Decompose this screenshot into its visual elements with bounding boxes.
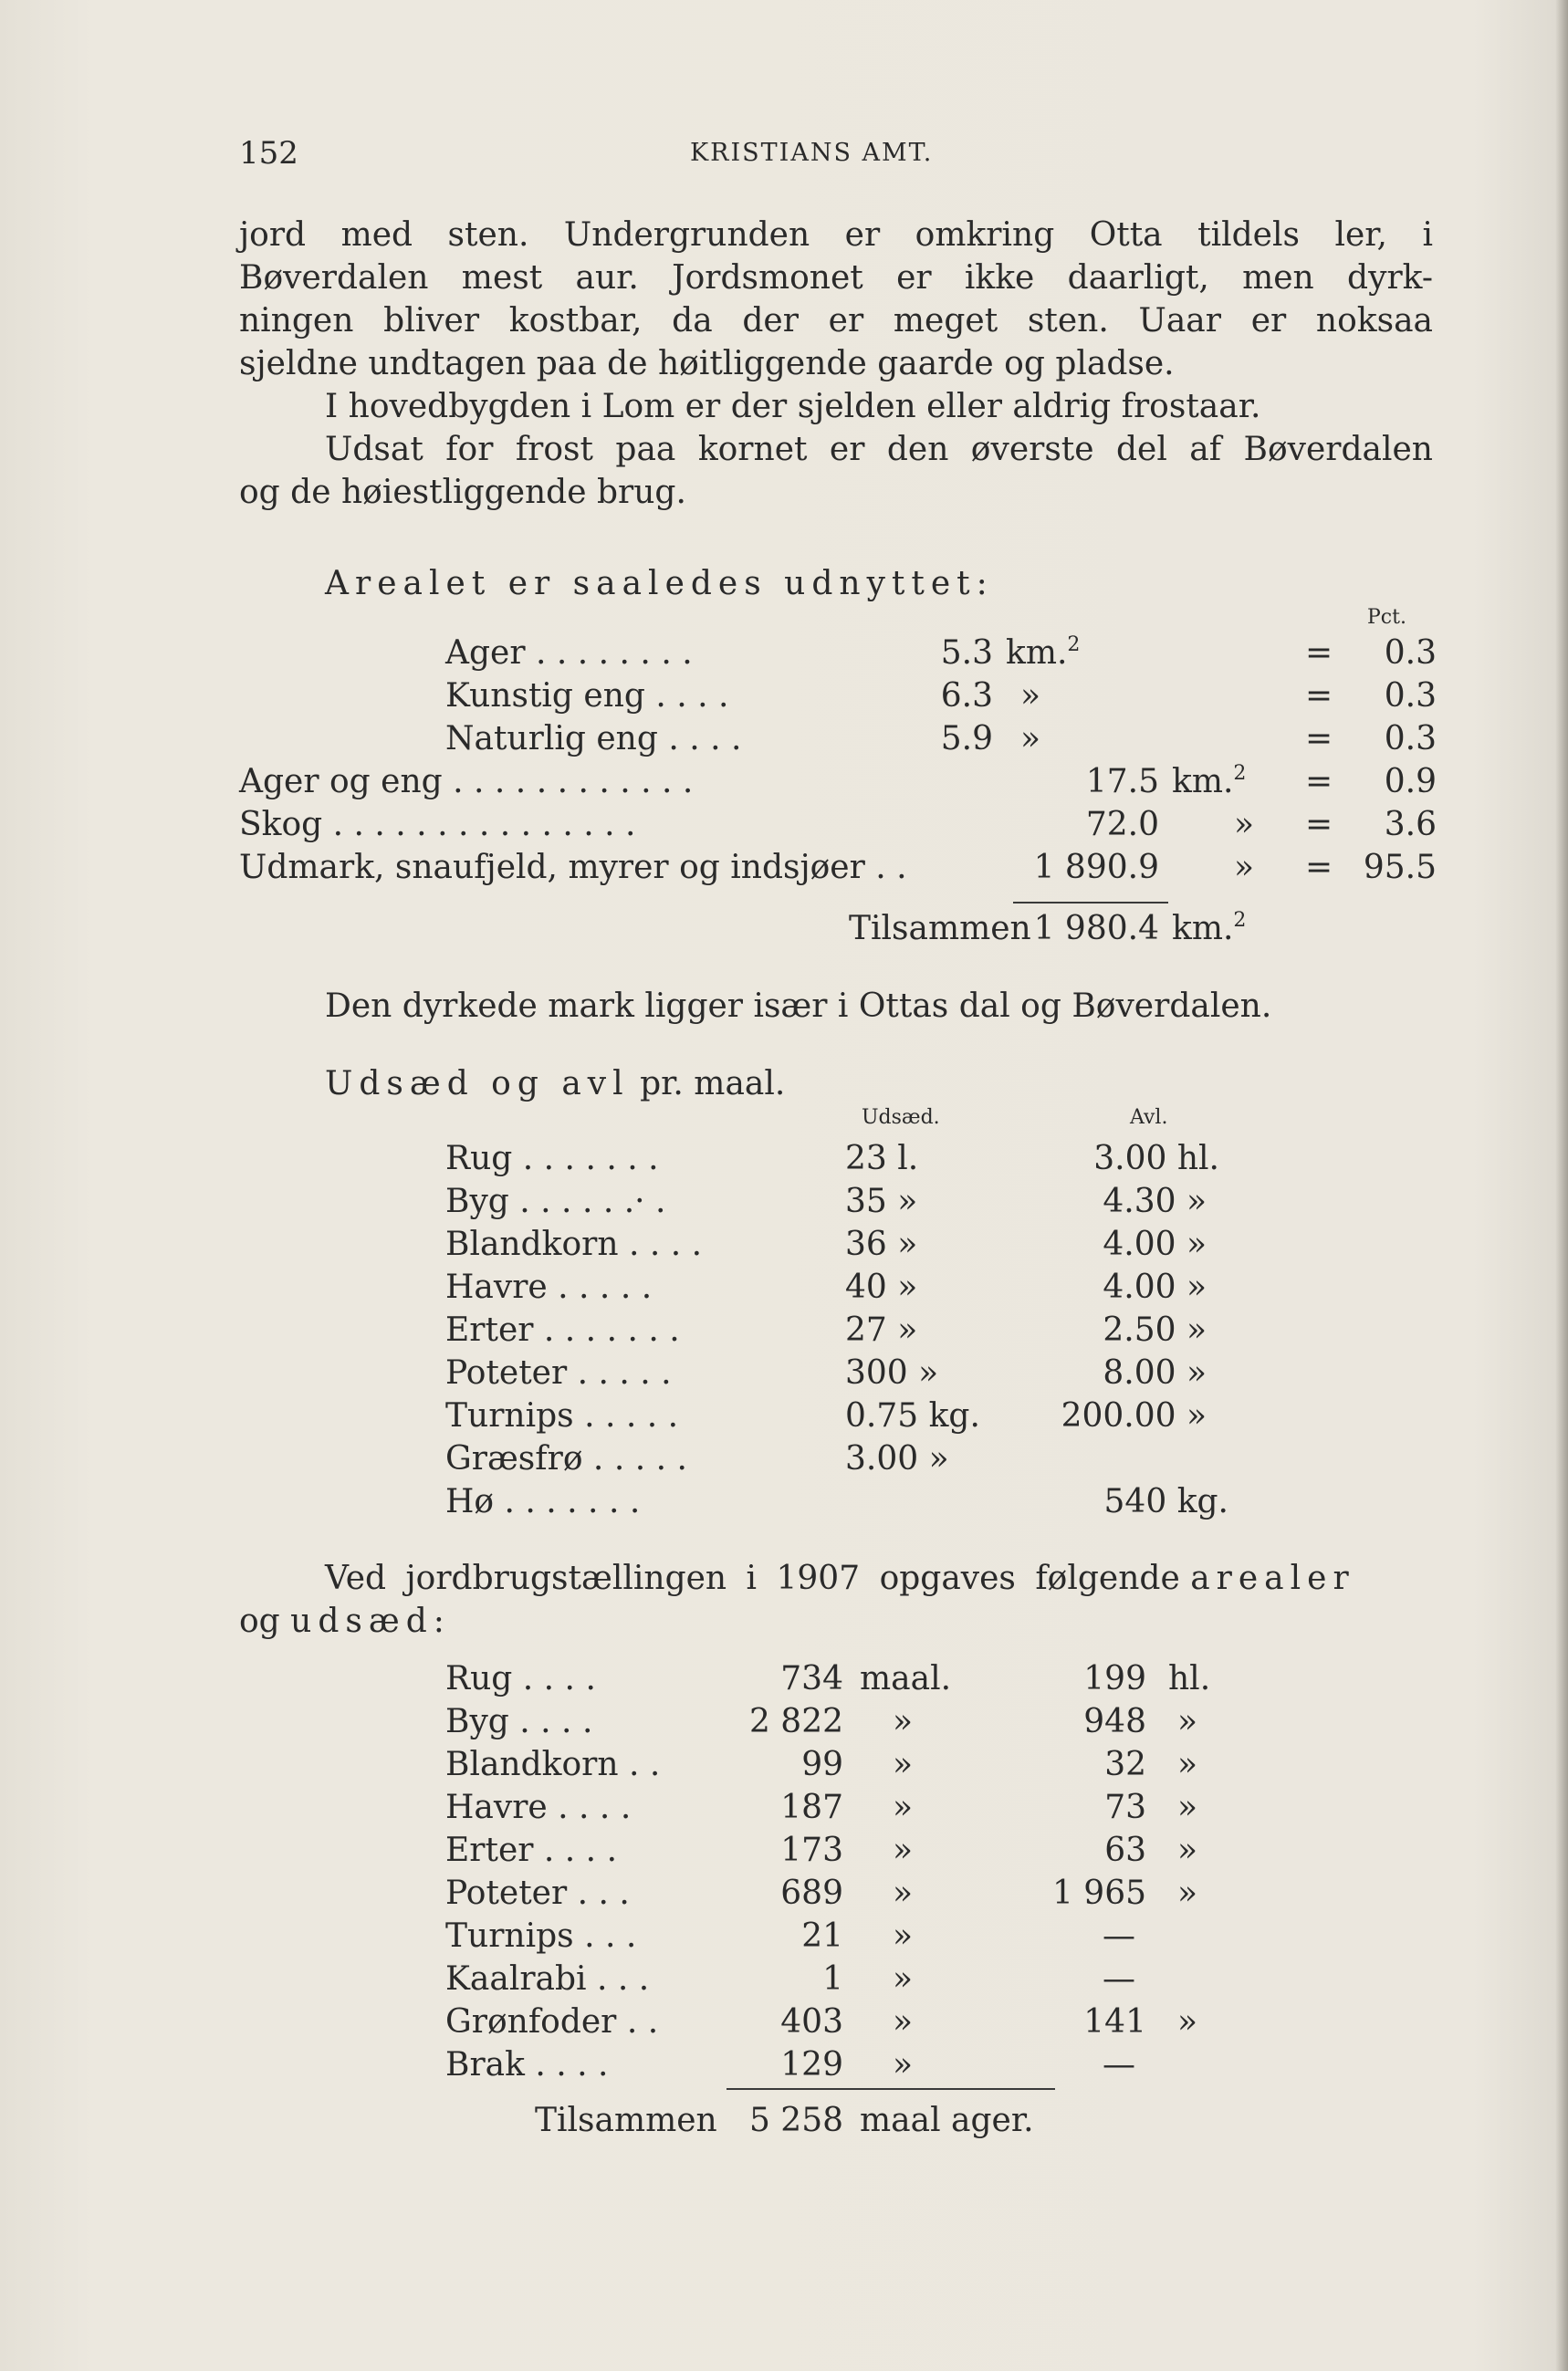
area-total-unit: km.$^2$ — [1172, 909, 1247, 947]
intro-line: sjeldne undtagen paa de høitliggende gaarde og pladse. — [239, 345, 1175, 382]
area-total-value: 1 980.4 — [1033, 910, 1159, 947]
census-yield-unit: hl. — [1168, 1660, 1211, 1697]
census-area: 129 — [780, 2046, 843, 2084]
area-label: Ager og eng . . . . . . . . . . . . — [239, 763, 694, 800]
census-area-unit: » — [893, 1960, 914, 1998]
crop-label: Kaalrabi . . . — [445, 1960, 650, 1998]
crop-label: Erter . . . . . . . — [445, 1311, 680, 1349]
equals-sign: = — [1305, 720, 1333, 757]
intro-line: I hovedbygden i Lom er der sjelden eller aldrig frostaar. — [325, 388, 1261, 425]
area-label: Skog . . . . . . . . . . . . . . . — [239, 806, 636, 843]
avl-value: 2.50 » — [1103, 1311, 1207, 1349]
crop-label: Byg . . . . . .· . — [445, 1183, 666, 1220]
census-yield: 948 — [1083, 1703, 1146, 1740]
equals-sign: = — [1305, 677, 1333, 715]
census-total-unit: maal ager. — [860, 2102, 1034, 2139]
intro-line: Udsat for frost paa kornet er den øverste del af Bøverdalen — [325, 431, 1433, 468]
area-total-label: Tilsammen — [849, 910, 1031, 947]
avl-value: 3.00 hl. — [1093, 1140, 1219, 1177]
crop-label: Turnips . . . — [445, 1917, 637, 1955]
page-edge-shadow — [1555, 0, 1568, 2371]
equals-sign: = — [1305, 634, 1333, 672]
crop-label: Havre . . . . . — [445, 1269, 653, 1306]
crop-label: Poteter . . . . . — [445, 1354, 672, 1392]
area-pct: 0.3 — [1384, 634, 1437, 672]
udsaed-value: 0.75 kg. — [845, 1397, 980, 1435]
crop-label: Blandkorn . . . . — [445, 1226, 703, 1263]
area-pct: 0.3 — [1384, 720, 1437, 757]
note-line: Den dyrkede mark ligger især i Ottas dal og Bøverdalen. — [325, 987, 1272, 1025]
udsaed-value: 40 » — [845, 1269, 918, 1306]
census-area: 2 822 — [748, 1703, 843, 1740]
area-value: 72.0 — [1085, 806, 1159, 843]
census-area: 99 — [801, 1746, 843, 1783]
census-yield: 63 — [1104, 1832, 1146, 1869]
census-yield: — — [1103, 1917, 1135, 1955]
sum-rule — [727, 2088, 1055, 2090]
census-yield-unit: » — [1177, 1832, 1198, 1869]
pct-column-header: Pct. — [1367, 606, 1406, 629]
census-yield-unit: » — [1177, 1746, 1198, 1783]
census-yield: 1 965 — [1051, 1875, 1146, 1912]
avl-column-header: Avl. — [1130, 1106, 1168, 1129]
census-area-unit: » — [893, 1789, 914, 1826]
page-number: 152 — [239, 135, 298, 172]
udsaed-heading: Udsæd og avl pr. maal. — [325, 1065, 786, 1102]
census-yield: 73 — [1104, 1789, 1146, 1826]
udsaed-value: 36 » — [845, 1226, 918, 1263]
area-pct: 0.3 — [1384, 677, 1437, 715]
census-total-label: Tilsammen — [535, 2102, 717, 2139]
avl-value: 8.00 » — [1103, 1354, 1207, 1392]
area-pct: 0.9 — [1384, 763, 1437, 800]
census-area-unit: » — [893, 2046, 914, 2084]
census-area-unit: » — [893, 1875, 914, 1912]
intro-line: jord med sten. Undergrunden er omkring Otta tildels ler, i — [239, 216, 1433, 254]
census-area-unit: » — [893, 1917, 914, 1955]
census-total-value: 5 258 — [748, 2102, 843, 2139]
census-area: 734 — [780, 1660, 843, 1697]
area-heading: Arealet er saaledes udnyttet: — [325, 565, 994, 602]
running-title: KRISTIANS AMT. — [690, 139, 934, 167]
intro-line: ningen bliver kostbar, da der er meget sten. Uaar er noksaa — [239, 302, 1433, 339]
census-area: 403 — [780, 2003, 843, 2041]
crop-label: Erter . . . . — [445, 1832, 618, 1869]
crop-label: Byg . . . . — [445, 1703, 593, 1740]
census-yield: 141 — [1083, 2003, 1146, 2041]
census-yield-unit: » — [1177, 2003, 1198, 2041]
census-yield: — — [1103, 2046, 1135, 2084]
area-value: 5.9 — [940, 720, 993, 757]
crop-label: Græsfrø . . . . . — [445, 1440, 687, 1478]
area-value: 5.3 — [940, 634, 993, 672]
census-yield: — — [1103, 1960, 1135, 1998]
census-area: 173 — [780, 1832, 843, 1869]
area-label: Ager . . . . . . . . — [445, 634, 693, 672]
avl-value: 200.00 » — [1061, 1397, 1207, 1435]
area-label: Naturlig eng . . . . — [445, 720, 742, 757]
area-unit: » — [1234, 806, 1255, 843]
area-value: 6.3 — [940, 677, 993, 715]
census-area-unit: » — [893, 1832, 914, 1869]
area-label: Udmark, snaufjeld, myrer og indsjøer . . — [239, 849, 907, 886]
area-unit: » — [1234, 849, 1255, 886]
census-area: 689 — [780, 1875, 843, 1912]
area-value: 17.5 — [1085, 763, 1159, 800]
census-area-unit: » — [893, 1746, 914, 1783]
udsaed-value: 27 » — [845, 1311, 918, 1349]
udsaed-value: 23 l. — [845, 1140, 919, 1177]
census-yield: 199 — [1083, 1660, 1146, 1697]
area-unit: » — [1020, 677, 1041, 715]
area-pct: 95.5 — [1363, 849, 1437, 886]
intro-line: Bøverdalen mest aur. Jordsmonet er ikke daarligt, men dyrk- — [239, 259, 1433, 297]
census-yield-unit: » — [1177, 1789, 1198, 1826]
area-unit: km.$^2$ — [1172, 762, 1247, 800]
area-pct: 3.6 — [1384, 806, 1437, 843]
crop-label: Grønfoder . . — [445, 2003, 659, 2041]
census-area: 187 — [780, 1789, 843, 1826]
census-yield-unit: » — [1177, 1875, 1198, 1912]
crop-label: Rug . . . . . . . — [445, 1140, 659, 1177]
census-area-unit: » — [893, 1703, 914, 1740]
area-unit: » — [1020, 720, 1041, 757]
intro-line: og de høiestliggende brug. — [239, 474, 686, 511]
crop-label: Hø . . . . . . . — [445, 1483, 641, 1520]
crop-label: Rug . . . . — [445, 1660, 596, 1697]
census-area-unit: maal. — [860, 1660, 952, 1697]
avl-value: 4.00 » — [1103, 1226, 1207, 1263]
udsaed-column-header: Udsæd. — [862, 1106, 940, 1129]
crop-label: Brak . . . . — [445, 2046, 609, 2084]
area-unit: km.$^2$ — [1006, 633, 1081, 672]
census-area: 21 — [801, 1917, 843, 1955]
udsaed-value: 35 » — [845, 1183, 918, 1220]
crop-label: Poteter . . . — [445, 1875, 630, 1912]
crop-label: Blandkorn . . — [445, 1746, 661, 1783]
crop-label: Turnips . . . . . — [445, 1397, 679, 1435]
area-label: Kunstig eng . . . . — [445, 677, 729, 715]
area-value: 1 890.9 — [1033, 849, 1159, 886]
sum-rule — [1013, 902, 1168, 903]
avl-value: 4.30 » — [1103, 1183, 1207, 1220]
census-intro-line: Ved jordbrugstællingen i 1907 opgaves følgende arealer — [325, 1560, 1355, 1597]
avl-value: 540 kg. — [1103, 1483, 1228, 1520]
crop-label: Havre . . . . — [445, 1789, 632, 1826]
census-intro-line: og udsæd: — [239, 1603, 451, 1640]
avl-value: 4.00 » — [1103, 1269, 1207, 1306]
census-area: 1 — [822, 1960, 843, 1998]
census-area-unit: » — [893, 2003, 914, 2041]
equals-sign: = — [1305, 849, 1333, 886]
udsaed-value: 300 » — [845, 1354, 939, 1392]
census-yield: 32 — [1104, 1746, 1146, 1783]
census-yield-unit: » — [1177, 1703, 1198, 1740]
equals-sign: = — [1305, 763, 1333, 800]
equals-sign: = — [1305, 806, 1333, 843]
udsaed-value: 3.00 » — [845, 1440, 949, 1478]
